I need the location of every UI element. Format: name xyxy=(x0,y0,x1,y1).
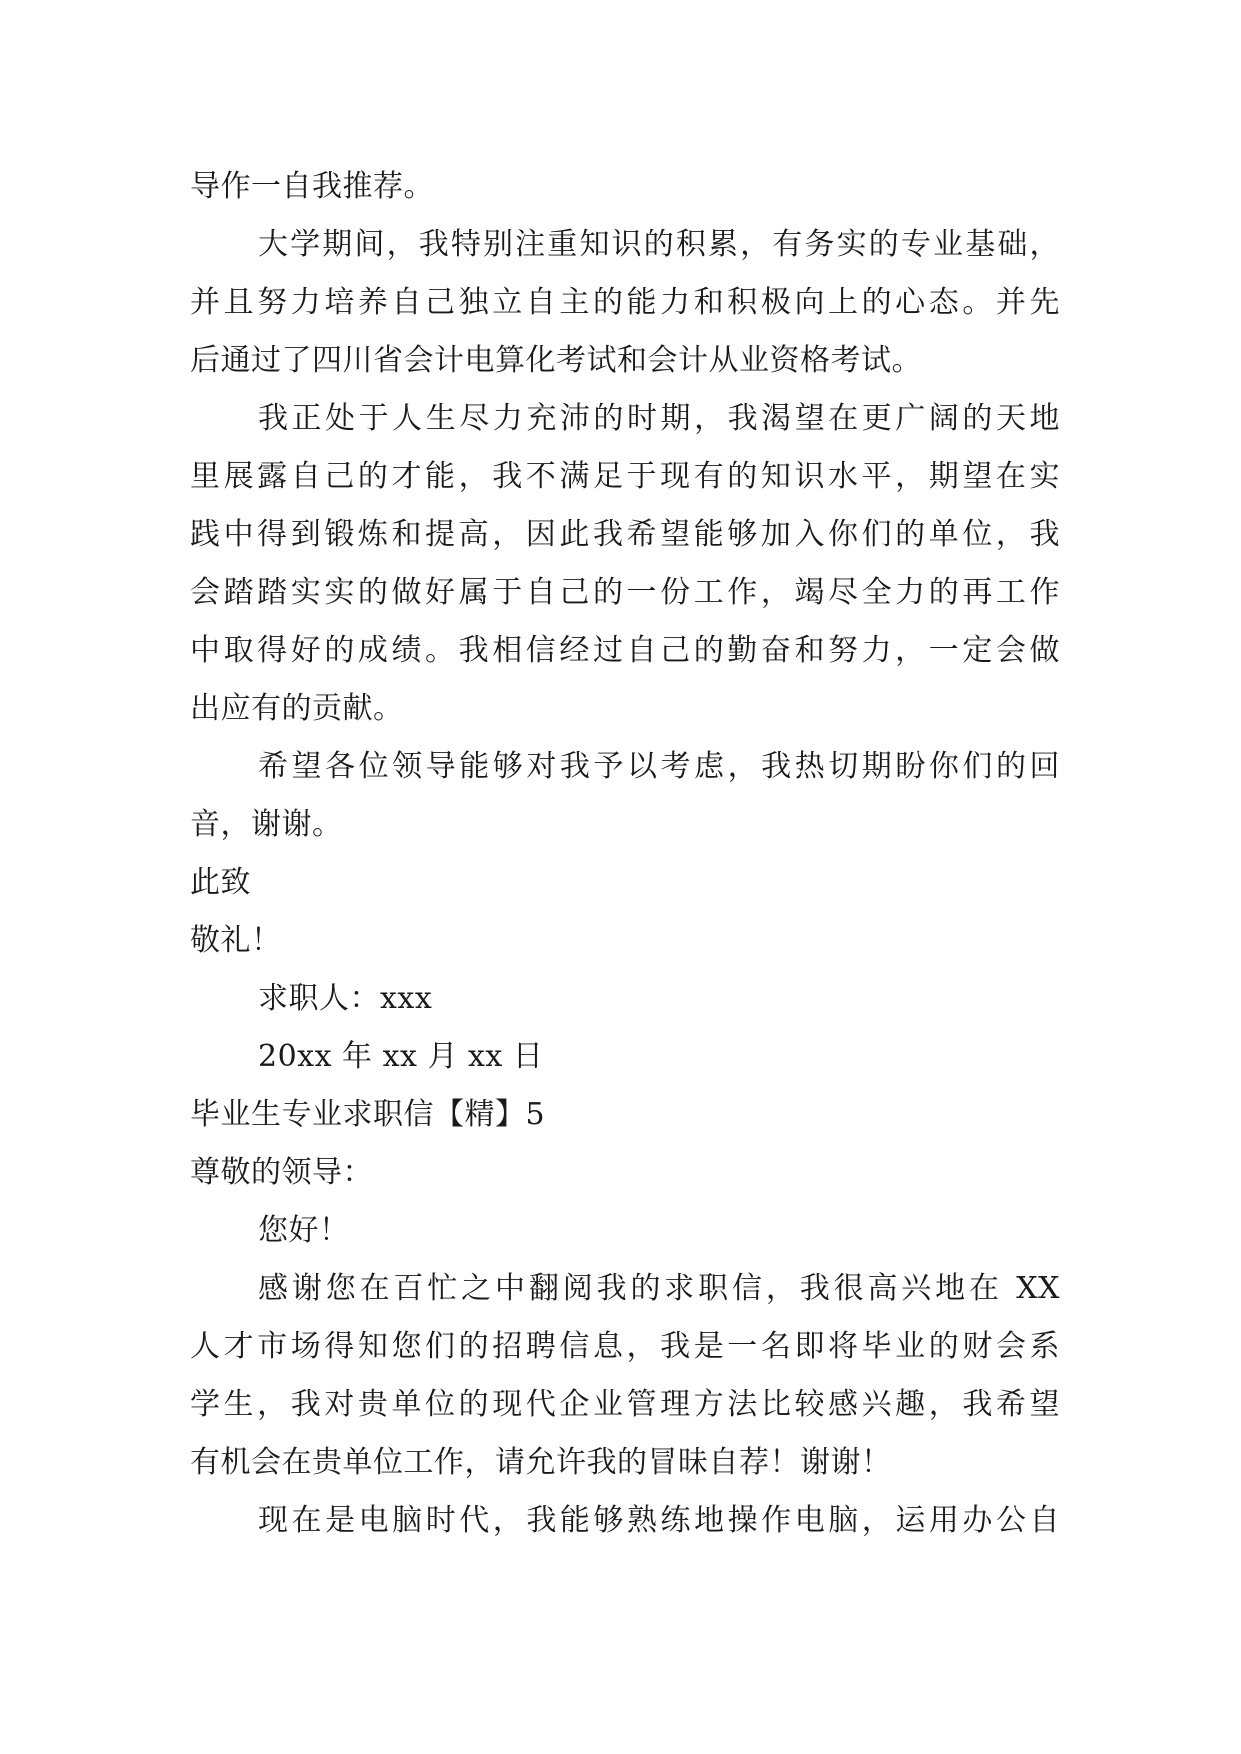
text-line: 尊敬的领导： xyxy=(190,1155,373,1190)
text-line: 求职人：xxx xyxy=(258,981,433,1016)
text-line: 您好！ xyxy=(258,1213,350,1248)
text-line: 感谢您在百忙之中翻阅我的求职信，我很高兴地在 XX xyxy=(258,1271,1060,1306)
text-line: 中取得好的成绩。我相信经过自己的勤奋和努力，一定会做 xyxy=(190,633,1060,668)
text-line: 大学期间，我特别注重知识的积累，有务实的专业基础， xyxy=(258,227,1060,262)
text-line: 此致 xyxy=(190,865,251,900)
text-line: 音，谢谢。 xyxy=(190,807,343,842)
text-line: 希望各位领导能够对我予以考虑，我热切期盼你们的回 xyxy=(258,749,1060,784)
letter-body xyxy=(190,158,1060,1550)
text-line: 里展露自己的才能，我不满足于现有的知识水平，期望在实 xyxy=(190,459,1060,494)
text-line: 导作一自我推荐。 xyxy=(190,169,434,204)
text-line: 有机会在贵单位工作，请允许我的冒昧自荐！谢谢！ xyxy=(190,1445,892,1480)
text-line: 并且努力培养自己独立自主的能力和积极向上的心态。并先 xyxy=(190,285,1060,320)
text-line: 践中得到锻炼和提高，因此我希望能够加入你们的单位，我 xyxy=(190,517,1060,552)
text-line: 毕业生专业求职信【精】5 xyxy=(190,1097,546,1132)
text-line: 学生，我对贵单位的现代企业管理方法比较感兴趣，我希望 xyxy=(190,1387,1060,1422)
text-line: 后通过了四川省会计电算化考试和会计从业资格考试。 xyxy=(190,343,922,378)
text-line: 人才市场得知您们的招聘信息，我是一名即将毕业的财会系 xyxy=(190,1329,1060,1364)
text-line: 敬礼！ xyxy=(190,923,282,958)
text-line: 出应有的贡献。 xyxy=(190,691,404,726)
text-line: 现在是电脑时代，我能够熟练地操作电脑，运用办公自 xyxy=(258,1503,1060,1538)
text-line: 我正处于人生尽力充沛的时期，我渴望在更广阔的天地 xyxy=(258,401,1060,436)
text-line: 会踏踏实实的做好属于自己的一份工作，竭尽全力的再工作 xyxy=(190,575,1060,610)
text-line: 20xx 年 xx 月 xx 日 xyxy=(258,1039,544,1074)
